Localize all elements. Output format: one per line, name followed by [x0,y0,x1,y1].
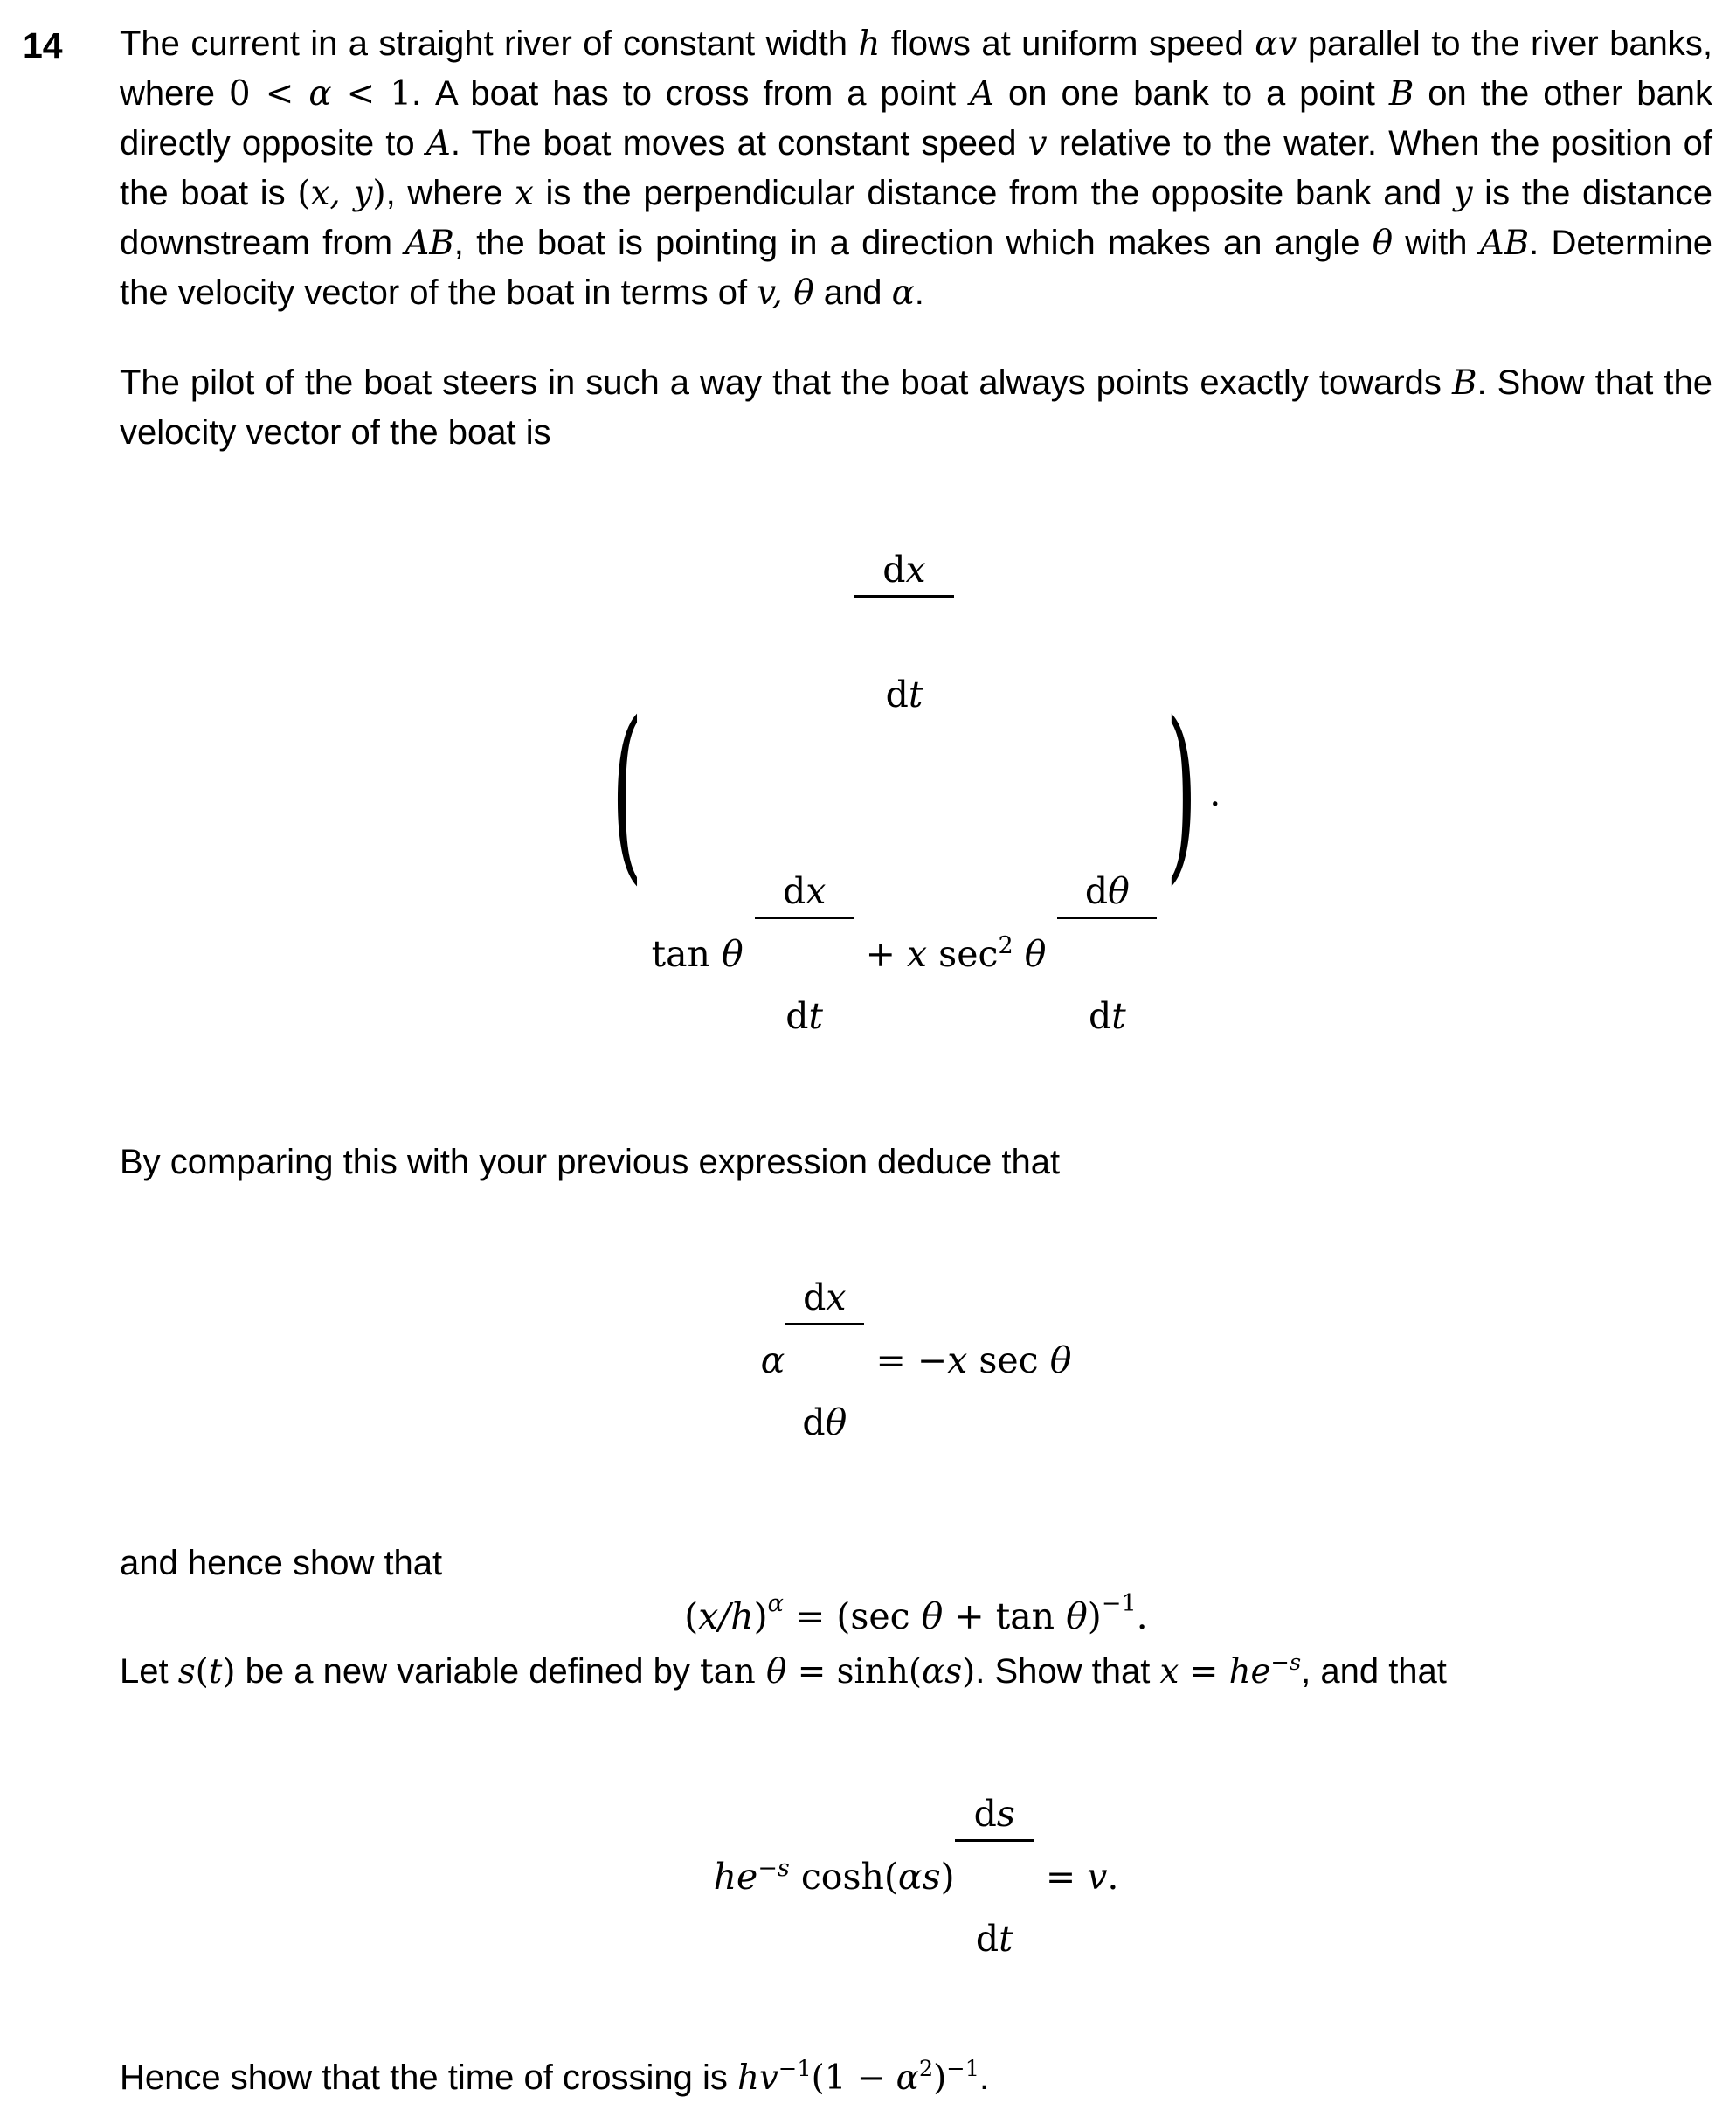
pilot-steering-paragraph: The pilot of the boat steers in such a way that the boat always points exactly towards B. Show that the velocity vector of the boat is [120,363,1712,452]
equation-power-relation [120,1590,1712,1637]
fraction-numerator: dx [755,872,854,919]
hence-show-paragraph: and hence show that [120,1544,443,1582]
equation-row [714,1723,1119,2030]
substitution-paragraph: Let s(t) be a new variable defined by tan θ = sinh(αs). Show that $x = he^{-s}$, and that [120,1650,1447,1691]
vector-row-bottom [652,800,1158,1108]
equation-rhs: = v. [1034,1855,1119,1898]
equation-cosh [120,1723,1712,2030]
equation-rhs: = −x sec θ [864,1339,1072,1381]
equation-lhs-coefficient: α [760,1339,785,1381]
fraction-denominator: dt [975,1918,1013,1960]
equation-velocity-vector [120,479,1712,1108]
fraction-dx-dtheta [785,1207,864,1514]
problem-statement-paragraph: The current in a straight river of constant width h flows at uniform speed αv parallel to the river banks, where 0 < α < 1. A boat has to cross from a point A on one bank to a point B on the other bank directly opposite to A. The boat moves at constant speed v relative to the water. When the position of the boat is (x, y), where x is the perpendicular distance from the opposite bank and y is the distance downstream from AB, the boat is pointing in a direction which makes an angle θ with AB. Determine the velocity vector of the boat in terms of v, θ and α. [120,24,1713,313]
left-parenthesis: ( [611,682,643,903]
fraction-numerator: dx [785,1278,864,1325]
vector-column [652,479,1158,1108]
equation-row: ( x/h ) $^\alpha$ = (sec θ + tan θ ) $^{-1}$ . [684,1590,1148,1637]
right-parenthesis: ) [1165,682,1198,903]
fraction-dx-dt [854,479,954,786]
vector-bottom-pre: tan θ [651,932,755,975]
vector-row-top [854,479,954,786]
question-number: 14 [23,25,63,66]
fraction-denominator: dt [1089,995,1126,1037]
fraction-numerator: dθ [1057,872,1157,919]
time-of-crossing-paragraph: Hence show that the time of crossing is $hv^{-1}(1 - \alpha^2)^{-1}$. [120,2056,990,2098]
fraction-denominator: dt [785,995,823,1037]
fraction-dtheta-dt [1057,800,1157,1108]
fraction-denominator: dt [885,674,923,716]
equation-lhs: $he^{-s}$ cosh(αs) [713,1854,955,1898]
fraction-denominator: dθ [802,1401,847,1443]
fraction-dx-dt [755,800,854,1108]
comparison-paragraph: By comparing this with your previous expression deduce that [120,1143,1061,1181]
fraction-ds-dt [955,1723,1034,2030]
equation-row [761,1207,1072,1514]
vector-bottom-mid: + x $\sec^2 \theta$ [854,931,1058,975]
fraction-numerator: dx [854,550,954,598]
equation-alpha-dx-dtheta [120,1207,1712,1514]
fraction-numerator: ds [955,1795,1034,1842]
equation-period: . [1209,771,1221,814]
